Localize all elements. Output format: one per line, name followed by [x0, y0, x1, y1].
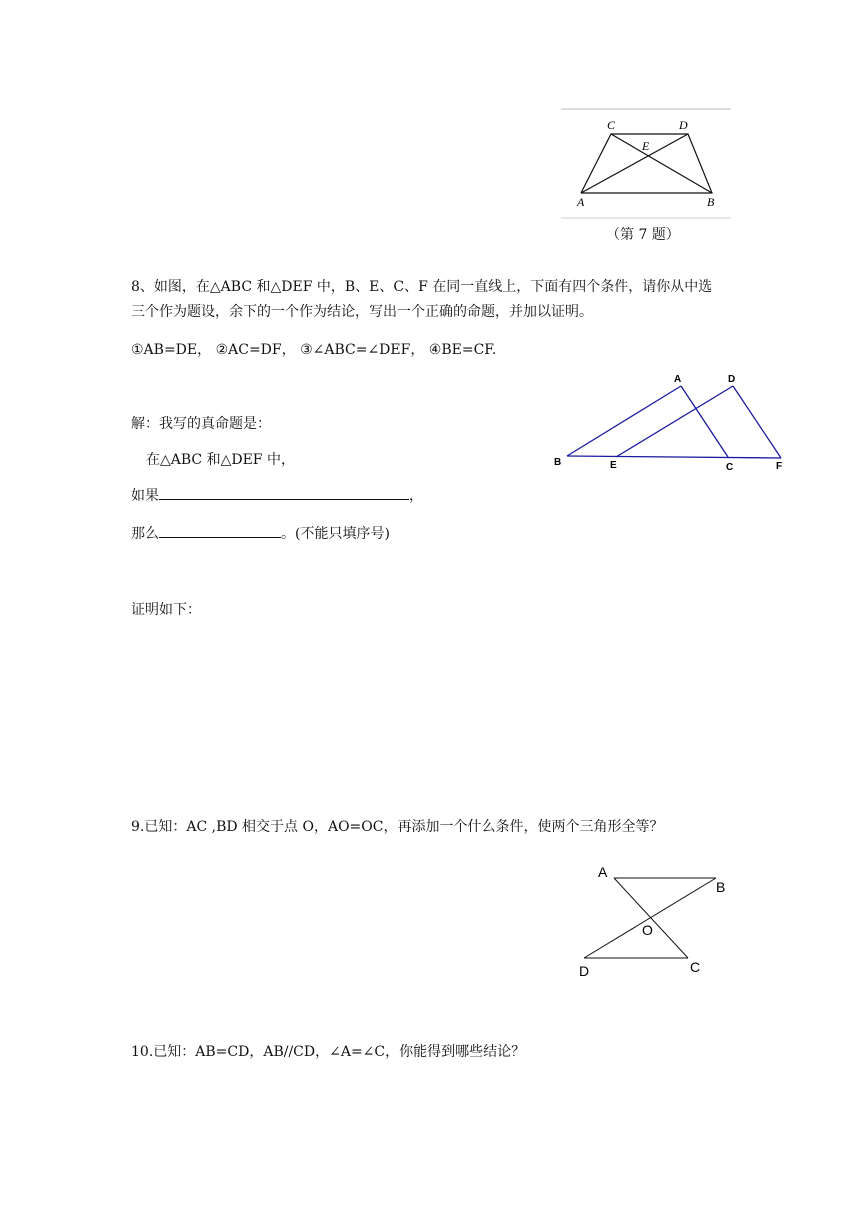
- q8-then-label: 那么: [131, 526, 159, 542]
- q8-if-blank[interactable]: [159, 485, 409, 500]
- q9-label-b: B: [716, 879, 726, 895]
- q8-side-ba: [567, 386, 681, 456]
- figure-7-label-d: D: [679, 118, 688, 132]
- q8-line-2: 三个作为题设，余下的一个作为结论，写出一个正确的命题，并加以证明。: [131, 304, 593, 320]
- q8-conditions: ①AB=DE， ②AC=DF， ③∠ABC=∠DEF， ④BE=CF.: [131, 342, 497, 358]
- q8-figure: [550, 370, 800, 475]
- figure-7-diagram: [556, 104, 736, 224]
- q8-if-line: [131, 485, 423, 506]
- q9-label-d: D: [579, 963, 590, 979]
- figure-7-diagonal-cb: [611, 134, 712, 193]
- q8-label-a: A: [674, 374, 682, 385]
- figure-7-label-b: B: [707, 195, 715, 209]
- q8-label-d: D: [728, 374, 736, 385]
- q9-segment-bd: [584, 878, 716, 958]
- q8-answer-intro: 解：我写的真命题是：: [131, 416, 271, 432]
- figure-7-diagonal-ad: [581, 134, 688, 193]
- q8-label-b: B: [554, 457, 562, 468]
- q8-side-ac: [681, 386, 728, 457]
- q8-base-line: [567, 456, 781, 458]
- q8-label-c: C: [726, 462, 734, 473]
- q8-context: 在△ABC 和△DEF 中，: [146, 452, 295, 468]
- q9-segment-ac: [614, 878, 688, 958]
- q8-label-e: E: [610, 460, 617, 471]
- q10-text: 10.已知：AB=CD，AB//CD，∠A=∠C，你能得到哪些结论？: [131, 1044, 526, 1060]
- figure-7-label-e: E: [642, 139, 650, 153]
- q9-label-a: A: [598, 864, 608, 880]
- q9-text: 9.已知：AC ,BD 相交于点 O，AO=OC，再添加一个什么条件，使两个三角形全等？: [131, 819, 664, 835]
- figure-7: [556, 104, 736, 224]
- q8-if-label: 如果: [131, 488, 159, 504]
- q8-label-f: F: [776, 461, 783, 472]
- figure-7-label-a: A: [577, 195, 585, 209]
- q8-proof-label: 证明如下：: [131, 602, 201, 618]
- q8-line-1: 8、如图，在△ABC 和△DEF 中，B、E、C、F 在同一直线上，下面有四个条件，请你从中选: [131, 279, 713, 295]
- q8-then-line: [131, 523, 390, 544]
- q9-figure: [570, 858, 740, 983]
- q9-label-c: C: [690, 959, 701, 975]
- q9-label-o: O: [642, 922, 653, 938]
- figure-7-caption: （第 7 题）: [606, 227, 680, 243]
- q8-side-ed: [616, 386, 733, 457]
- q9-figure-diagram: [570, 858, 740, 983]
- q8-then-blank[interactable]: [159, 523, 281, 538]
- q8-if-tail: ，: [409, 488, 423, 504]
- figure-7-label-c: C: [607, 118, 616, 132]
- q8-figure-diagram: [550, 370, 800, 475]
- q8-then-tail: 。(不能只填序号): [281, 526, 390, 542]
- q8-side-df: [733, 386, 781, 458]
